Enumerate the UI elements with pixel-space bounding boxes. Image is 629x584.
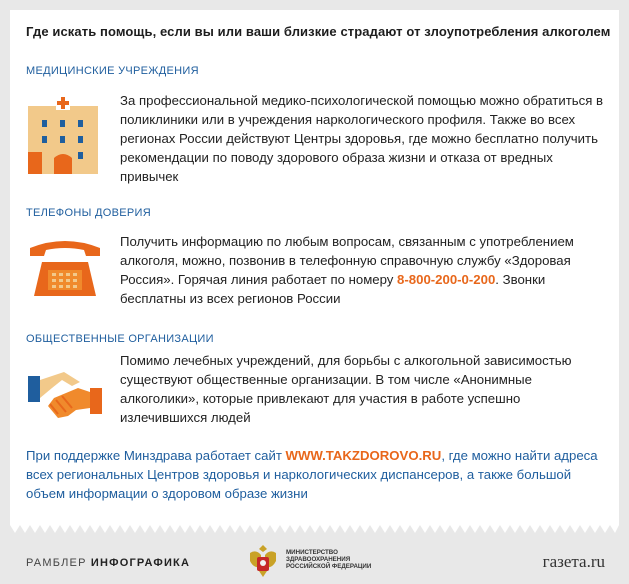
- infographics-word: ИНФОГРАФИКА: [90, 557, 191, 569]
- section-body-organizations: Помимо лечебных учреждений, для борьбы с алкогольной зависимостью существуют общественные организации. В том числе «Анонимные алкоголики», которые привлекают для участия в работе успешно излечившихся людей: [120, 353, 572, 425]
- section-heading-medical: МЕДИЦИНСКИЕ УЧРЕЖДЕНИЯ: [26, 65, 199, 77]
- page-title: Где искать помощь, если вы или ваши близкие страдают от злоупотребления алкоголем: [26, 24, 611, 39]
- section-body-medical: За профессиональной медико-психологической помощью можно обратиться в поликлиники или в учреждения наркологического профиля. Также во всех регионах России действуют Центры здоровья, где можно бесплатно получить рекомендации по поводу здорового образа жизни и отказа от вредных привычек: [120, 93, 604, 184]
- coat-of-arms-icon: [246, 543, 280, 579]
- handshake-icon: [28, 368, 102, 424]
- section-heading-organizations: ОБЩЕСТВЕННЫЕ ОРГАНИЗАЦИИ: [26, 333, 214, 345]
- info-card: [10, 10, 619, 525]
- section-body-hotline: [120, 232, 605, 308]
- takzdorovo-link[interactable]: WWW.TAKZDOROVO.RU: [285, 448, 442, 463]
- rambler-word: РАМБЛЕР: [26, 557, 87, 569]
- zigzag-edge: [10, 525, 619, 533]
- telephone-icon: [28, 238, 102, 298]
- footer-note-before: При поддержке Минздрава работает сайт: [26, 448, 286, 463]
- footer-note: [26, 446, 606, 503]
- footer-note-after: , где можно найти адреса всех региональных Центров здоровья и наркологических диспансеров, а также большой объем информации о здоровом образе жизни: [26, 448, 598, 501]
- hotline-phone-number: 8-800-200-0-200: [397, 272, 496, 287]
- rambler-infographics-logo: [26, 557, 190, 569]
- ministry-line-3: РОССИЙСКОЙ ФЕДЕРАЦИИ: [286, 563, 372, 570]
- hospital-icon: [28, 94, 98, 174]
- hotline-text-after: . Звонки бесплатны из всех регионов России: [120, 272, 546, 306]
- hotline-text-before: Получить информацию по любым вопросам, связанным с употреблением алкоголя, можно, позвонив в телефонную справочную службу «Здоровая Россия». Горячая линия работает по номеру: [120, 234, 574, 287]
- bottom-bar: [0, 533, 629, 581]
- ministry-line-1: МИНИСТЕРСТВО: [286, 549, 338, 556]
- ministry-line-2: ЗДРАВООХРАНЕНИЯ: [286, 556, 351, 563]
- section-heading-hotline: ТЕЛЕФОНЫ ДОВЕРИЯ: [26, 207, 151, 219]
- gazeta-logo: газета.ru: [542, 552, 605, 571]
- ministry-logo: [246, 543, 372, 579]
- ministry-text: [286, 549, 371, 570]
